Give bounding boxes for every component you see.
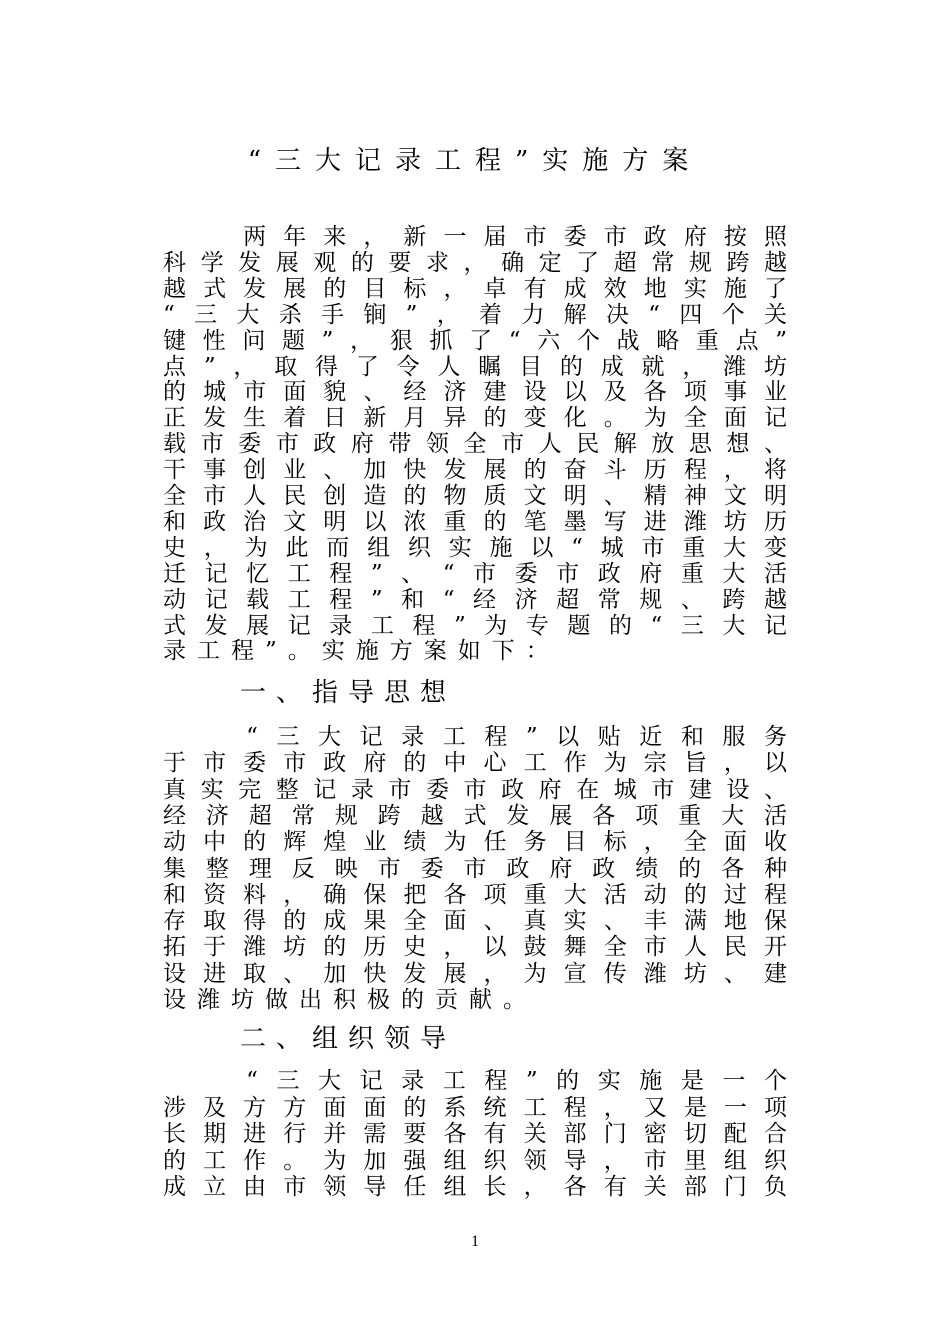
text-line: 设潍坊做出积极的贡献。 bbox=[163, 987, 537, 1013]
text-line: 涉及方方面面的系统工程，又是一项 bbox=[163, 1094, 787, 1121]
text-line: 真实完整记录市委市政府在城市建设、 bbox=[163, 776, 787, 803]
text-line: 和资料，确保把各项重大活动的过程 bbox=[163, 881, 787, 908]
text-line: 正发生着日新月异的变化。为全面记 bbox=[163, 405, 787, 432]
text-line: 科学发展观的要求，确定了超常规跨越 bbox=[163, 249, 787, 276]
text-line: 史，为此而组织实施以“城市重大变 bbox=[163, 534, 787, 561]
text-line: 越式发展的目标，卓有成效地实施了 bbox=[163, 275, 787, 302]
text-line: 动中的辉煌业绩为任务目标，全面收 bbox=[163, 829, 787, 856]
text-line: 干事创业、加快发展的奋斗历程，将 bbox=[163, 457, 787, 484]
text-line: 拓于潍坊的历史，以鼓舞全市人民开 bbox=[163, 934, 787, 961]
text-line: 载市委市政府带领全市人民解放思想、 bbox=[163, 431, 787, 458]
text-line: 式发展记录工程”为专题的“三大记 bbox=[163, 612, 787, 639]
text-line: 点”，取得了令人瞩目的成就，潍坊 bbox=[163, 353, 787, 380]
text-line: 键性问题”，狠抓了“六个战略重点” bbox=[163, 327, 787, 354]
text-line: 和政治文明以浓重的笔墨写进潍坊历 bbox=[163, 508, 787, 535]
text-line: 成立由市领导任组长，各有关部门负 bbox=[163, 1174, 787, 1200]
text-line: 录工程”。实施方案如下： bbox=[163, 638, 560, 665]
text-line: 迁记忆工程”、“市委市政府重大活 bbox=[163, 560, 787, 587]
text-line: “三大记录工程”以贴近和服务 bbox=[163, 724, 787, 750]
document-title: “三大记录工程”实施方案 bbox=[247, 146, 703, 176]
text-line: 动记载工程”和“经济超常规、跨越 bbox=[163, 586, 787, 613]
page-number: 1 bbox=[471, 1233, 479, 1250]
text-line: “三大记录工程”的实施是一个 bbox=[163, 1068, 787, 1094]
text-line: 于市委市政府的中心工作为宗旨，以 bbox=[163, 750, 787, 777]
text-line: 存取得的成果全面、真实、丰满地保 bbox=[163, 908, 787, 935]
text-line: 经济超常规跨越式发展各项重大活 bbox=[163, 802, 787, 829]
text-line: “三大杀手锏”，着力解决“四个关 bbox=[163, 301, 787, 328]
section-heading-guiding-ideology: 一、指导思想 bbox=[240, 678, 457, 708]
text-line: 设进取、加快发展，为宣传潍坊、建 bbox=[163, 960, 787, 987]
text-line: 全市人民创造的物质文明、精神文明 bbox=[163, 483, 787, 509]
section-heading-organization: 二、组织领导 bbox=[240, 1024, 457, 1054]
text-line: 的城市面貌、经济建设以及各项事业 bbox=[163, 379, 787, 406]
text-line: 长期进行并需要各有关部门密切配合 bbox=[163, 1121, 787, 1147]
text-line: 两年来，新一届市委市政府按照 bbox=[163, 224, 787, 250]
text-line: 的工作。为加强组织领导，市里组织 bbox=[163, 1147, 787, 1174]
text-line: 集整理反映市委市政府政绩的各种 bbox=[163, 855, 787, 882]
